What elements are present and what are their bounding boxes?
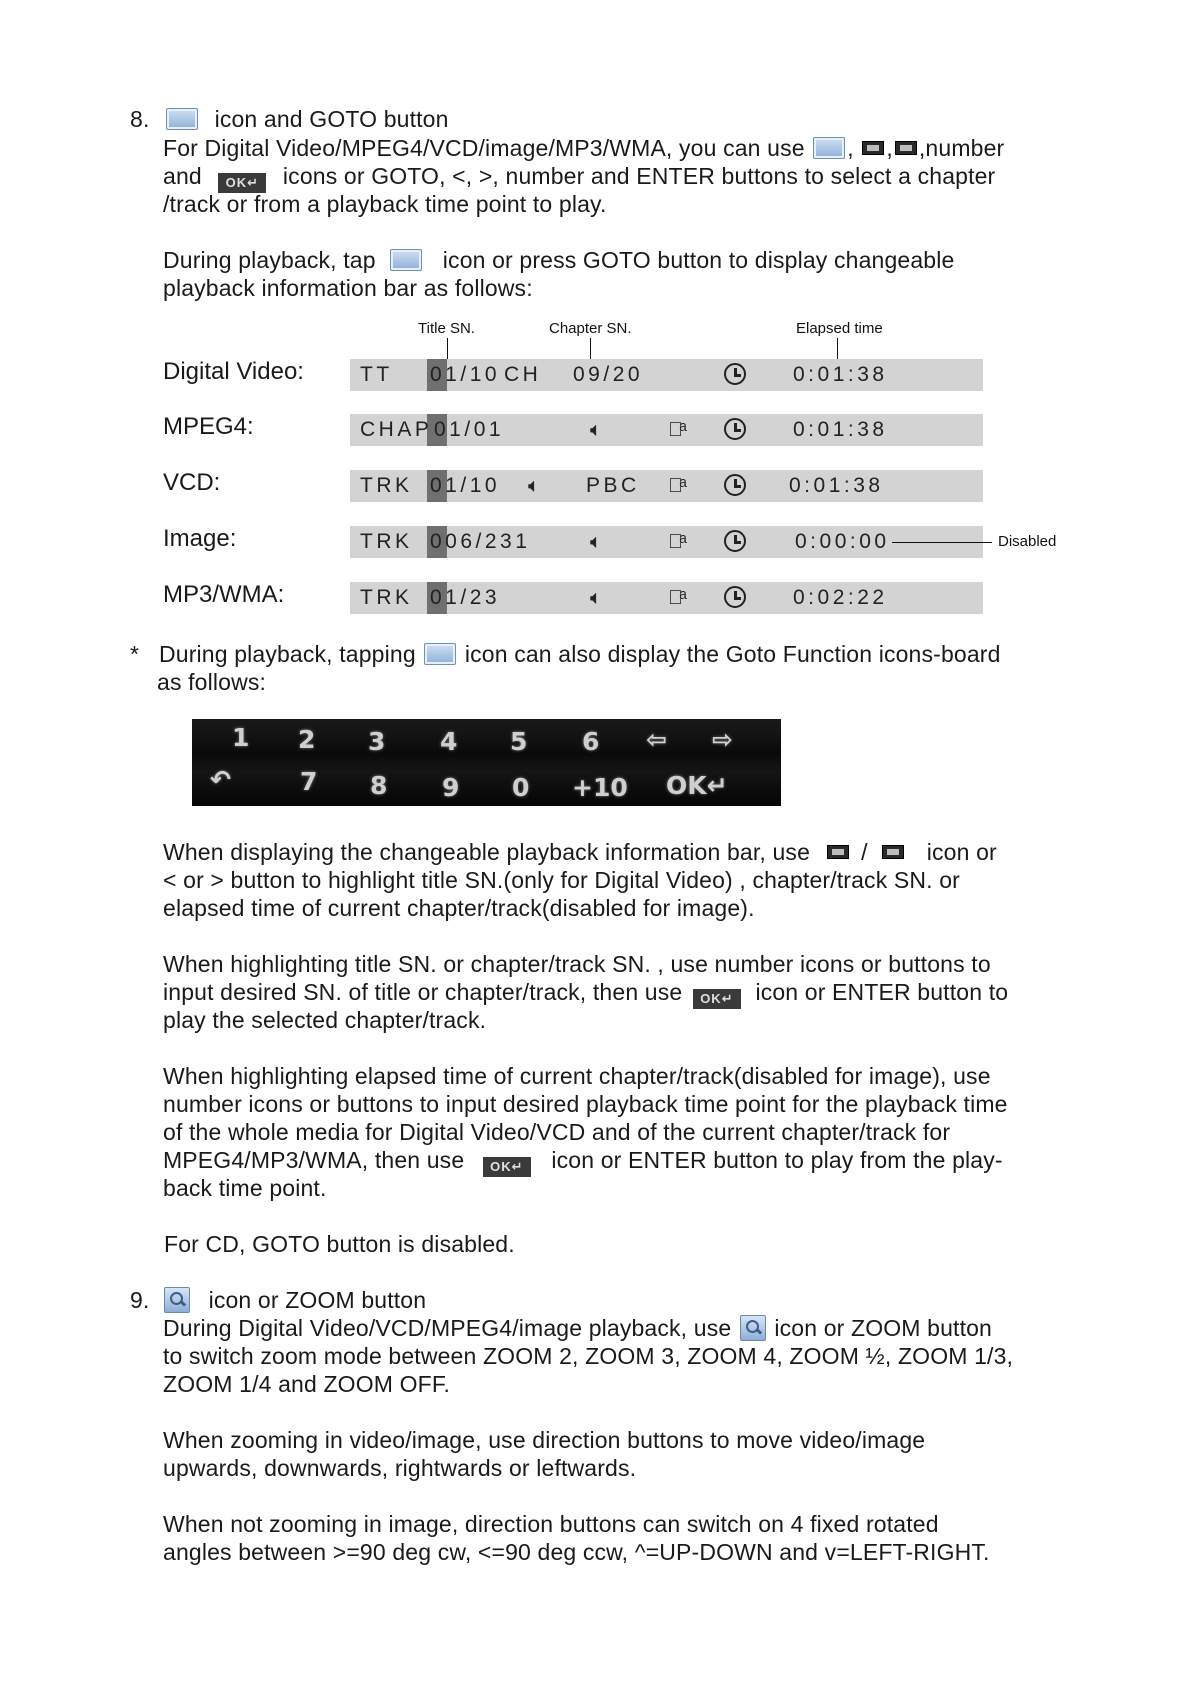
section-8-line-3: /track or from a playback time point to play. [163,191,607,217]
text: ,number [918,135,1005,161]
subtitle-icon: ↶ͣ [668,587,683,609]
section-9-line-2: to switch zoom mode between ZOOM 2, ZOOM 3, ZOOM 4, ZOOM ½, ZOOM 1/3, [163,1343,1014,1369]
info-bar-image [350,526,983,558]
key-5[interactable]: 5 [510,727,528,756]
section-9-line-4: When zooming in video/image, use direction buttons to move video/image [163,1427,926,1453]
goto-function-icons-board [192,719,781,806]
section-9-number: 9. [130,1287,150,1313]
text: input desired SN. of title or chapter/track, then use [163,979,683,1005]
text: / [861,839,868,865]
audio-channel-icon: 🔈︎ [590,531,602,553]
title-sn: 01/10 [430,363,501,386]
row-label-digital-video: Digital Video: [163,358,304,385]
info-bar-digital-video [350,359,983,391]
text: icon or ENTER button to play from the play- [551,1147,1003,1173]
section-9-line-3: ZOOM 1/4 and ZOOM OFF. [163,1371,451,1397]
para-b-line-2 [163,978,1008,1009]
prefix: TRK [360,474,413,497]
section-8-line-5: playback information bar as follows: [163,275,533,301]
text: icon can also display the Goto Function icons-board [464,641,1001,667]
para-c-line-3: of the whole media for Digital Video/VCD and of the current chapter/track for [163,1119,951,1145]
chapter-prefix: CH [504,363,542,386]
prefix: CHAP [360,418,433,441]
key-2[interactable]: 2 [298,725,316,754]
goto-icon [813,137,845,159]
para-b-line-3: play the selected chapter/track. [163,1007,487,1033]
para-d: For CD, GOTO button is disabled. [164,1231,515,1257]
goto-icon [424,643,456,665]
prefix: TRK [360,586,413,609]
right-arrow-icon [895,141,917,155]
row-label-image: Image: [163,525,237,552]
left-arrow-icon [862,141,884,155]
section-9-heading [130,1286,426,1314]
text: MPEG4/MP3/WMA, then use [163,1147,465,1173]
key-4[interactable]: 4 [440,727,458,756]
right-arrow-icon [882,845,904,859]
ok-enter-icon: OK↵ [218,173,266,193]
chapter-sn: 01/01 [434,418,505,441]
goto-icon [166,108,198,130]
elapsed-time: 0:01:38 [793,363,888,386]
zoom-icon [164,1287,190,1313]
para-b-line-1: When highlighting title SN. or chapter/track SN. , use number icons or buttons to [163,951,991,977]
elapsed-time: 0:00:00 [795,530,890,553]
elapsed-time: 0:02:22 [793,586,888,609]
elapsed-time-pointer [837,338,838,360]
text: For Digital Video/MPEG4/VCD/image/MP3/WMA, you can use [163,135,805,161]
section-9-line-1 [163,1314,992,1342]
text: During playback, tapping [159,641,416,667]
text: When displaying the changeable playback information bar, use [163,839,811,865]
para-c-line-5: back time point. [163,1175,327,1201]
clock-icon [724,363,746,385]
note-line-2: as follows: [157,669,267,695]
row-label-vcd: VCD: [163,469,221,496]
left-arrow-icon [827,845,849,859]
para-a-line-3: elapsed time of current chapter/track(disabled for image). [163,895,755,921]
key-3[interactable]: 3 [368,727,386,756]
para-a-line-1 [163,838,997,866]
text: , [847,135,854,161]
key-1[interactable]: 1 [232,723,250,752]
track-sn: 01/23 [430,586,501,609]
elapsed-time: 0:01:38 [789,474,884,497]
key-7[interactable]: 7 [300,767,318,796]
section-8-line-2 [163,162,995,193]
section-8-number: 8. [130,106,150,132]
audio-channel-icon: 🔈︎ [528,475,540,497]
pbc-label: PBC [586,474,640,497]
ok-enter-icon: OK↵ [483,1157,531,1177]
elapsed-time: 0:01:38 [793,418,888,441]
ok-enter-icon: OK↵ [693,989,741,1009]
prefix: TRK [360,530,413,553]
para-c-line-4 [163,1146,1003,1177]
text: icon or press GOTO button to display changeable [442,247,955,273]
para-c-line-1: When highlighting elapsed time of current chapter/track(disabled for image), use [163,1063,991,1089]
section-8-title: icon and GOTO button [214,106,449,132]
key-0[interactable]: 0 [512,773,530,802]
key-9[interactable]: 9 [442,773,460,802]
goto-icon [390,249,422,271]
text: icon or [926,839,997,865]
zoom-icon [740,1315,766,1341]
key-8[interactable]: 8 [370,771,388,800]
title-sn-pointer [447,338,448,360]
info-bar-vcd [350,470,983,502]
text: During playback, tap [163,247,376,273]
track-sn: 01/10 [430,474,501,497]
subtitle-icon: ↶ͣ [668,531,683,553]
text: icon or ZOOM button [774,1315,992,1341]
disabled-label: Disabled [998,533,1057,550]
section-9-title: icon or ZOOM button [208,1287,427,1313]
info-bar-mpeg4 [350,414,983,446]
prefix: TT [360,363,393,386]
chapter-sn: 09/20 [573,363,644,386]
section-9-line-7: angles between >=90 deg cw, <=90 deg ccw, ^=UP-DOWN and v=LEFT-RIGHT. [163,1539,990,1565]
audio-channel-icon: 🔈︎ [590,587,602,609]
key-6[interactable]: 6 [582,727,600,756]
text: icons or GOTO, <, >, number and ENTER buttons to select a chapter [282,163,996,189]
note-bullet: * [130,641,140,667]
section-8-line-4 [163,246,954,274]
text: icon or ENTER button to [755,979,1009,1005]
right-arrow-key-icon[interactable]: ⇨ [712,725,733,754]
chapter-sn-label: Chapter SN. [549,320,632,337]
para-c-line-2: number icons or buttons to input desired playback time point for the playback time [163,1091,1008,1117]
elapsed-time-label: Elapsed time [796,320,883,337]
section-8-heading [130,105,449,133]
subtitle-icon: ↶ͣ [668,419,683,441]
subtitle-icon: ↶ͣ [668,475,683,497]
text: , [886,135,893,161]
return-key-icon[interactable]: ↶ [210,765,231,794]
ok-key-icon[interactable]: OK↵ [666,771,728,800]
note-line-1 [159,640,1001,668]
chapter-sn-pointer [590,338,591,360]
clock-icon [724,474,746,496]
section-9-line-5: upwards, downwards, rightwards or leftwards. [163,1455,637,1481]
image-sn: 006/231 [430,530,531,553]
left-arrow-key-icon[interactable]: ⇦ [646,725,667,754]
title-sn-label: Title SN. [418,320,475,337]
key-plus-10[interactable]: +10 [572,773,628,802]
clock-icon [724,418,746,440]
section-9-line-6: When not zooming in image, direction buttons can switch on 4 fixed rotated [163,1511,939,1537]
disabled-pointer [892,542,992,543]
info-bar-mp3-wma [350,582,983,614]
section-8-line-1 [163,134,1004,162]
text: During Digital Video/VCD/MPEG4/image playback, use [163,1315,732,1341]
clock-icon [724,586,746,608]
row-label-mp3-wma: MP3/WMA: [163,581,285,608]
audio-channel-icon: 🔈︎ [590,419,602,441]
text: and [163,163,202,189]
row-label-mpeg4: MPEG4: [163,413,254,440]
para-a-line-2: < or > button to highlight title SN.(only for Digital Video) , chapter/track SN. or [163,867,960,893]
clock-icon [724,530,746,552]
